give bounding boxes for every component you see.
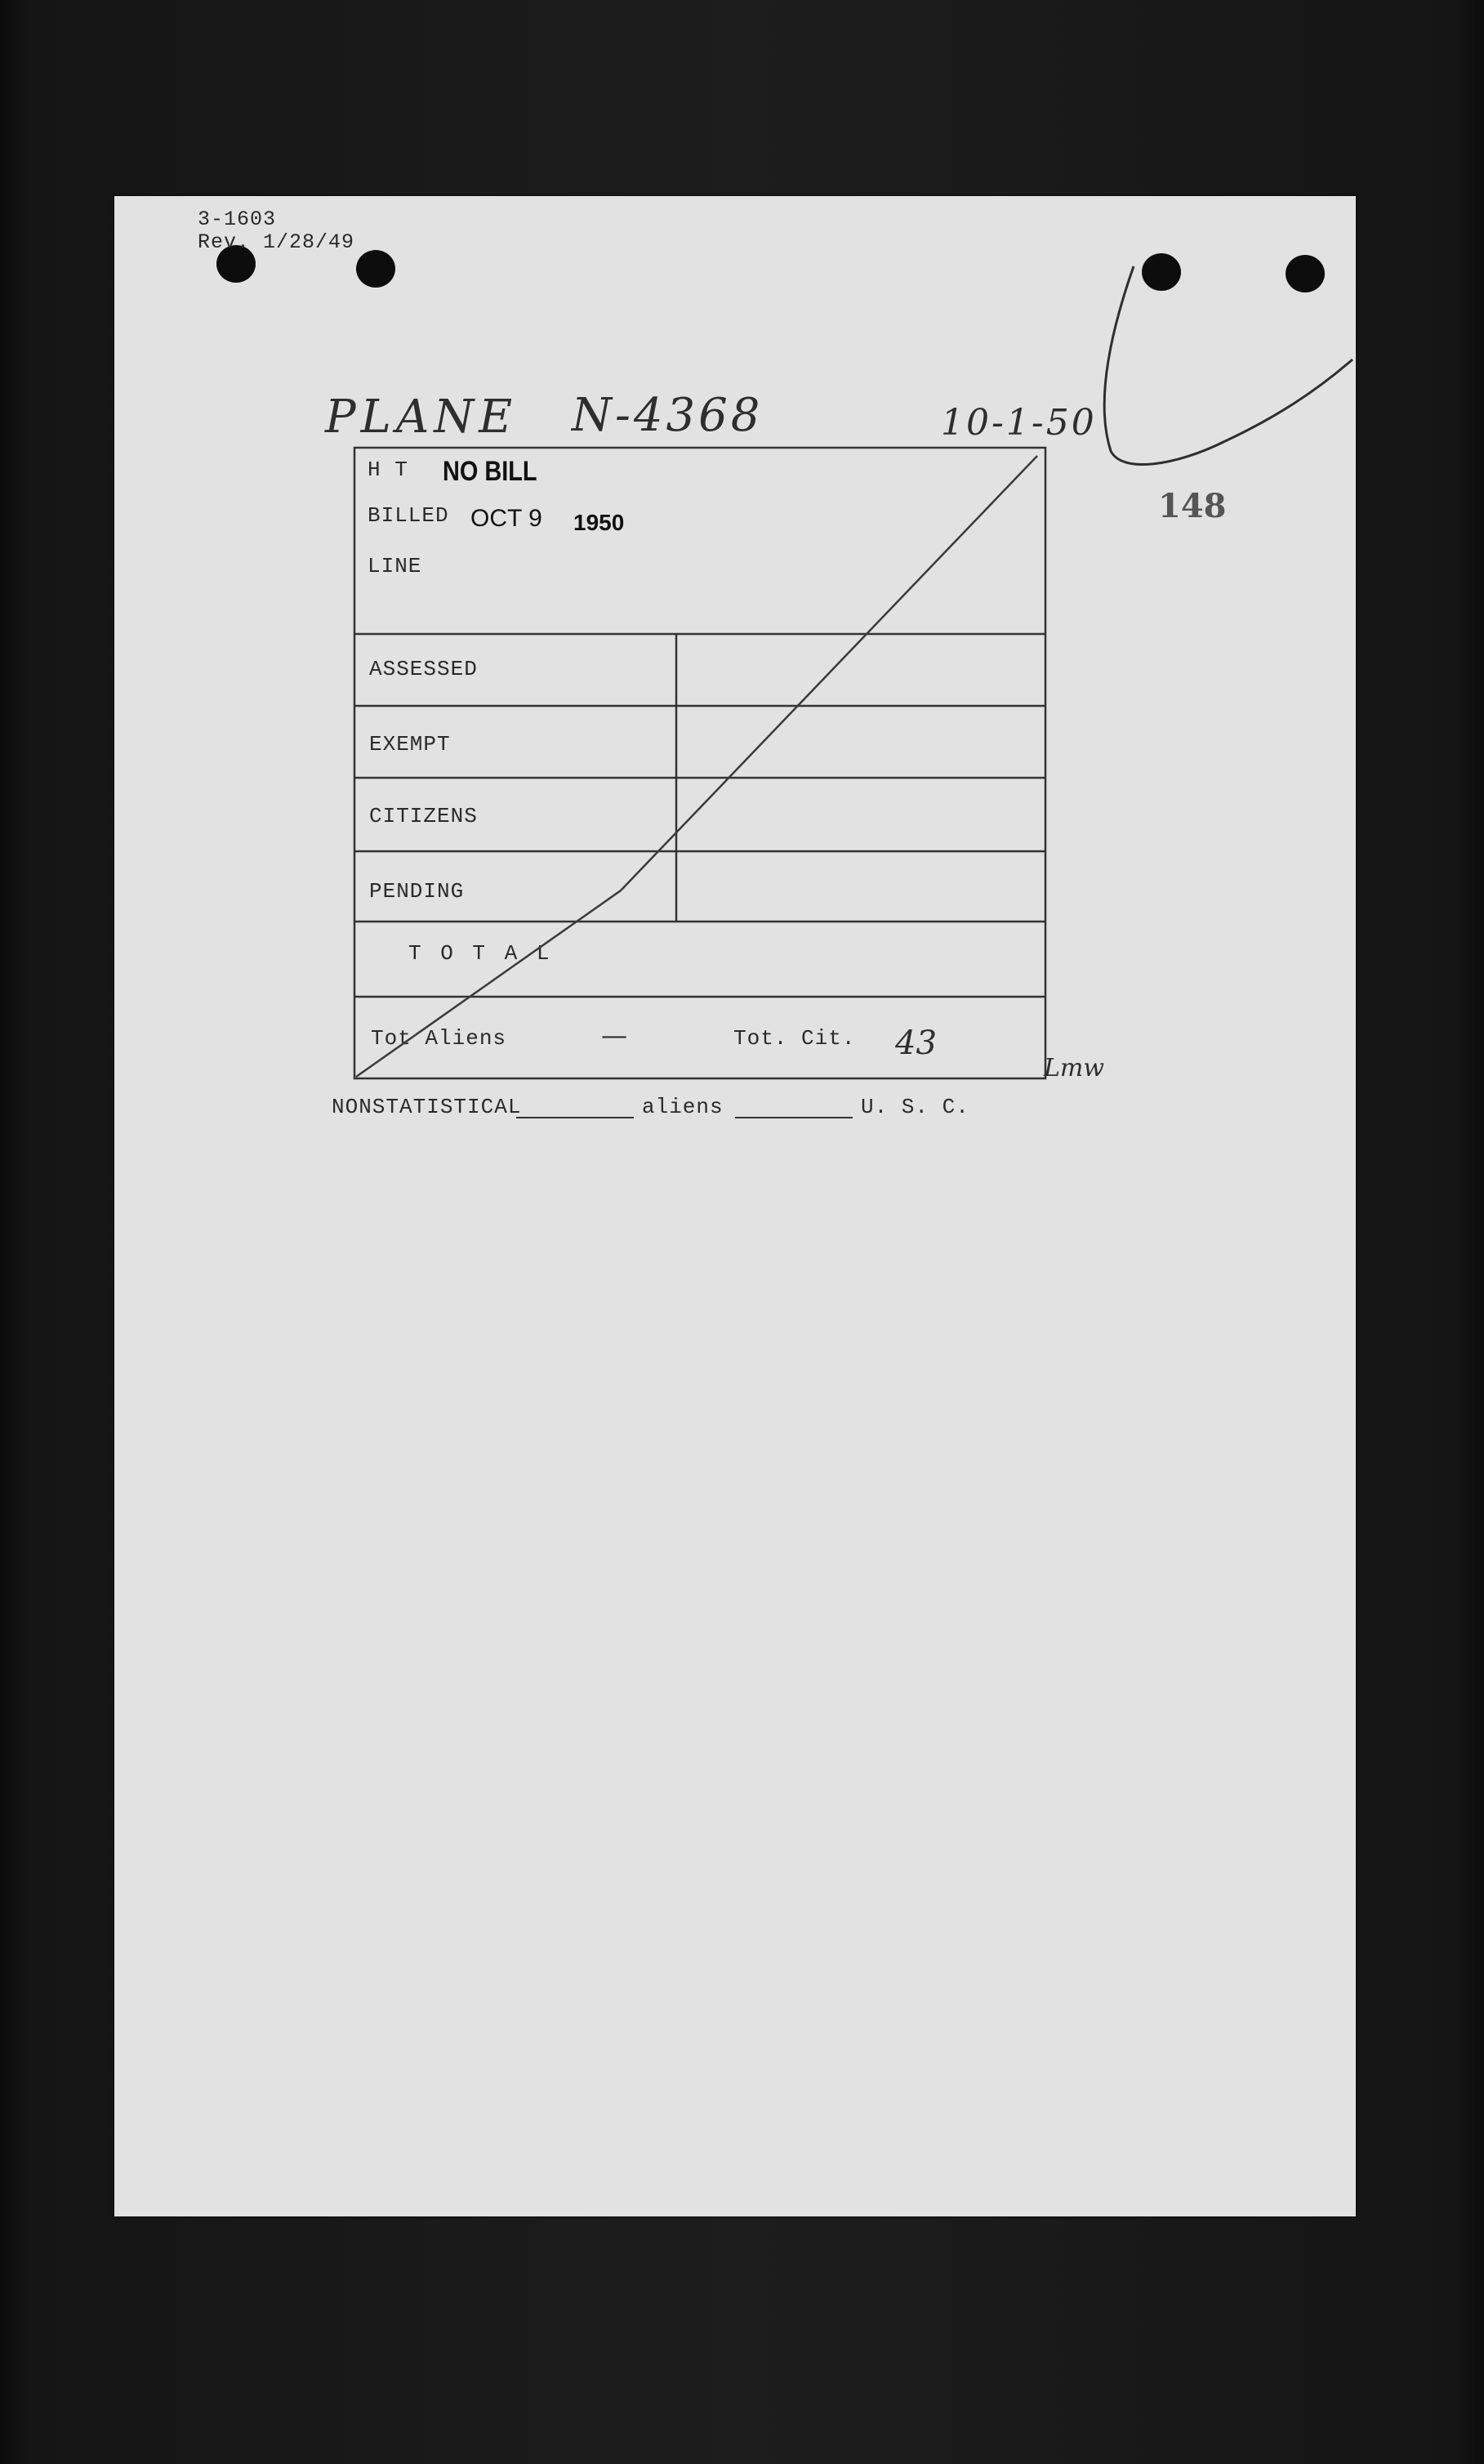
total-label: T O T A L [408,941,553,966]
line-label: LINE [368,554,422,578]
nonstatistical-aliens-label: aliens [642,1095,724,1119]
billed-year-stamp: 1950 [573,510,625,535]
billed-date-stamp: OCT 9 [470,505,542,532]
nonstatistical-label: NONSTATISTICAL [332,1095,522,1119]
handwritten-date: 10-1-50 [941,402,1097,444]
row-label-exempt: EXEMPT [369,732,451,757]
document-page [114,196,1356,2216]
tot-cit-label: Tot. Cit. [733,1026,856,1051]
ht-label: H T [368,458,408,482]
tot-aliens-label: Tot Aliens [371,1026,507,1051]
check-mark-curve [1104,266,1353,465]
row-label-pending: PENDING [369,879,465,904]
handwritten-plane: PLANE [325,391,518,444]
handwritten-plane-number: N-4368 [572,389,764,442]
form-number: 3-1603 [198,208,277,231]
handwritten-marks [114,196,1356,2216]
nonstatistical-usc-label: U. S. C. [861,1095,969,1119]
page-number-stamp: 148 [1158,487,1227,525]
billed-label: BILLED [368,503,449,528]
row-label-citizens: CITIZENS [369,804,478,828]
handwritten-initials: Lmw [1044,1054,1105,1082]
no-bill-stamp: NO BILL [443,456,537,487]
cancel-diagonal-line [356,456,1037,1077]
tot-cit-value: 43 [895,1024,937,1062]
form-revision: Rev. 1/28/49 [198,230,355,254]
tot-aliens-value: — [601,1020,627,1051]
row-label-assessed: ASSESSED [369,657,478,681]
